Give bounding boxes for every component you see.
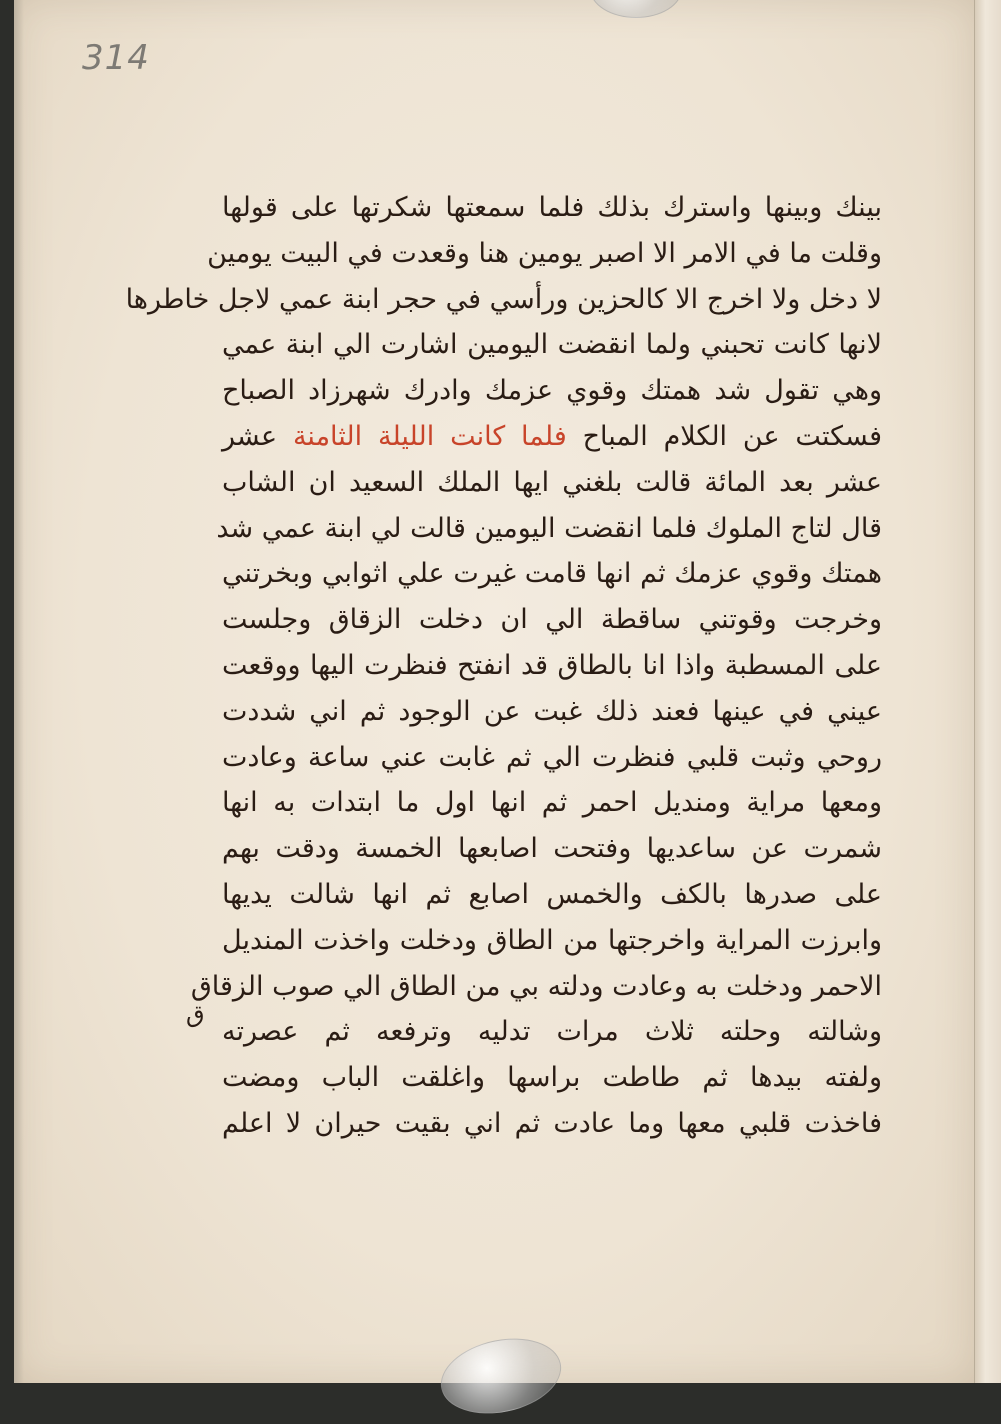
folio-number: 314 [82,38,150,78]
text-line: وقلت ما في الامر الا اصبر يومين هنا وقعدت في البيت يومين [207,237,882,269]
text-line: فاخذت قلبي معها وما عادت ثم اني بقيت حيران لا اعلم [222,1107,882,1139]
text-line: ولفته بيدها ثم طاطت براسها واغلقت الباب ومضت [222,1062,882,1094]
text-line: لا دخل ولا اخرج الا كالحزين ورأسي في حجر ابنة عمي لاجل خاطرها [125,283,882,315]
text-segment: عشر [222,420,293,452]
text-line: وشالته وحلته ثلاث مرات تدليه وترفعه ثم عصرته [222,1016,882,1048]
rubric-heading: فلما كانت الليلة الثامنة [292,420,567,452]
text-line: عيني في عينها فعند ذلك غبت عن الوجود ثم اني شددت [222,695,882,727]
adjacent-page-edge [974,0,1001,1383]
text-segment: فسكتت عن الكلام المباح [566,420,882,452]
text-line: وابرزت المراية واخرجتها من الطاق ودخلت واخذت المنديل [222,924,882,956]
text-line [222,414,882,460]
text-line: على المسطبة واذا انا بالطاق قد انفتح فنظرت اليها ووقعت [222,649,882,681]
text-line: بينك وبينها واسترك بذلك فلما سمعتها شكرتها على قولها [222,192,882,223]
text-line: همتك وقوي عزمك ثم انها قامت غيرت علي اثوابي وبخرتني [222,558,882,590]
text-line: روحي وثبت قلبي فنظرت الي ثم غابت عني ساعة وعادت [222,741,882,773]
text-line: قال لتاج الملوك فلما انقضت اليومين قالت لي ابنة عمي شد [216,512,882,544]
text-line: وخرجت وقوتني ساقطة الي ان دخلت الزقاق وجلست [222,604,882,636]
text-line: على صدرها بالكف والخمس اصابع ثم انها شالت يديها [222,878,882,910]
text-line: عشر بعد المائة قالت بلغني ايها الملك السعيد ان الشاب [222,466,882,498]
text-line: شمرت عن ساعديها وفتحت اصابعها الخمسة ودقت بهم [222,833,882,865]
text-line: وهي تقول شد همتك وقوي عزمك وادرك شهرزاد الصباح [222,375,882,407]
text-line: الاحمر ودخلت به وعادت ودلته بي من الطاق الي صوب الزقاق [190,970,882,1002]
text-line: لانها كانت تحبني ولما انقضت اليومين اشارت الي ابنة عمي [222,329,882,361]
page-binding-shadow [14,0,24,1383]
catchword-margin-note: ق [186,1000,205,1028]
manuscript-text-block [125,185,882,1147]
text-line: ومعها مراية ومنديل احمر ثم انها اول ما ابتدات به انها [222,787,882,819]
